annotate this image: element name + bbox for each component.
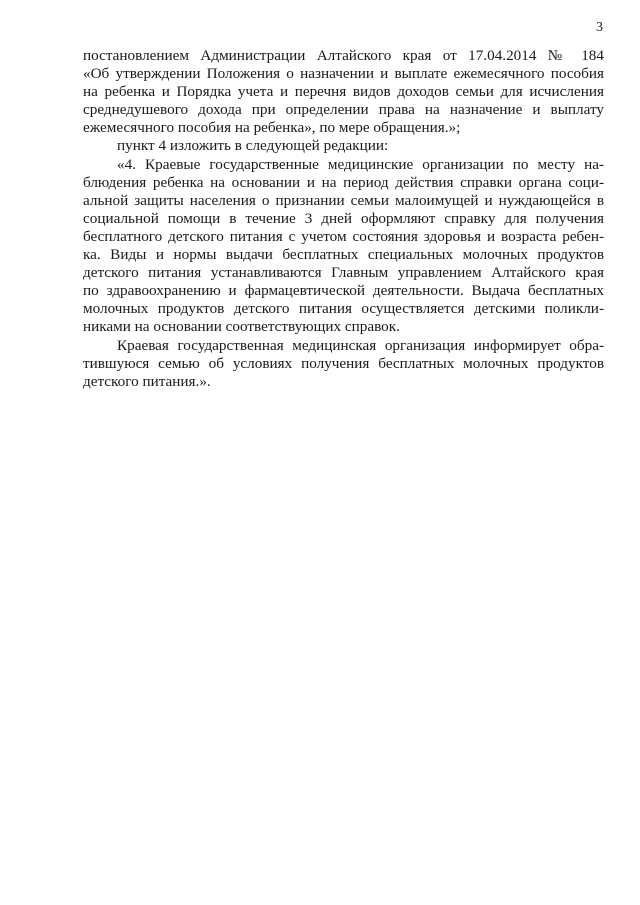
text-line: пункт 4 изложить в следующей редакции: [117,137,389,155]
text-line: «4. Краевые государственные медицинские организации по месту на- [117,155,604,173]
text-line: «Об утверждении Положения о назначении и выплате ежемесячного пособия [83,65,604,83]
text-line: ежемесячного пособия на ребенка», по мере обращения.»; [83,119,461,137]
text-line: молочных продуктов детского питания осуществляется детскими поликли- [83,300,604,318]
text-line: тившуюся семью об условиях получения бесплатных молочных продуктов [83,354,604,372]
text-line: на ребенка и Порядка учета и перечня видов доходов семьи для исчисления [83,83,604,101]
text-line: детского питания устанавливаются Главным управлением Алтайского края [83,264,604,282]
document-body [83,47,604,391]
text-line: альной защиты населения о признании семьи малоимущей и нуждающейся в [83,191,604,209]
text-line: блюдения ребенка на основании и на период действия справки органа соци- [83,173,604,191]
text-line: бесплатного детского питания с учетом состояния здоровья и возраста ребен- [83,227,604,245]
text-line: детского питания.». [83,372,211,390]
text-line: Краевая государственная медицинская организация информирует обра- [117,336,604,354]
text-line: среднедушевого дохода при определении права на назначение и выплату [83,101,604,119]
text-line: социальной помощи в течение 3 дней оформляют справку для получения [83,209,604,227]
text-line: по здравоохранению и фармацевтической деятельности. Выдача бесплатных [83,282,604,300]
page-number: 3 [596,20,603,35]
text-line: ка. Виды и нормы выдачи бесплатных специальных молочных продуктов [83,246,604,264]
text-line: постановлением Администрации Алтайского края от 17.04.2014 № 184 [83,47,604,64]
text-line: никами на основании соответствующих справок. [83,318,400,336]
